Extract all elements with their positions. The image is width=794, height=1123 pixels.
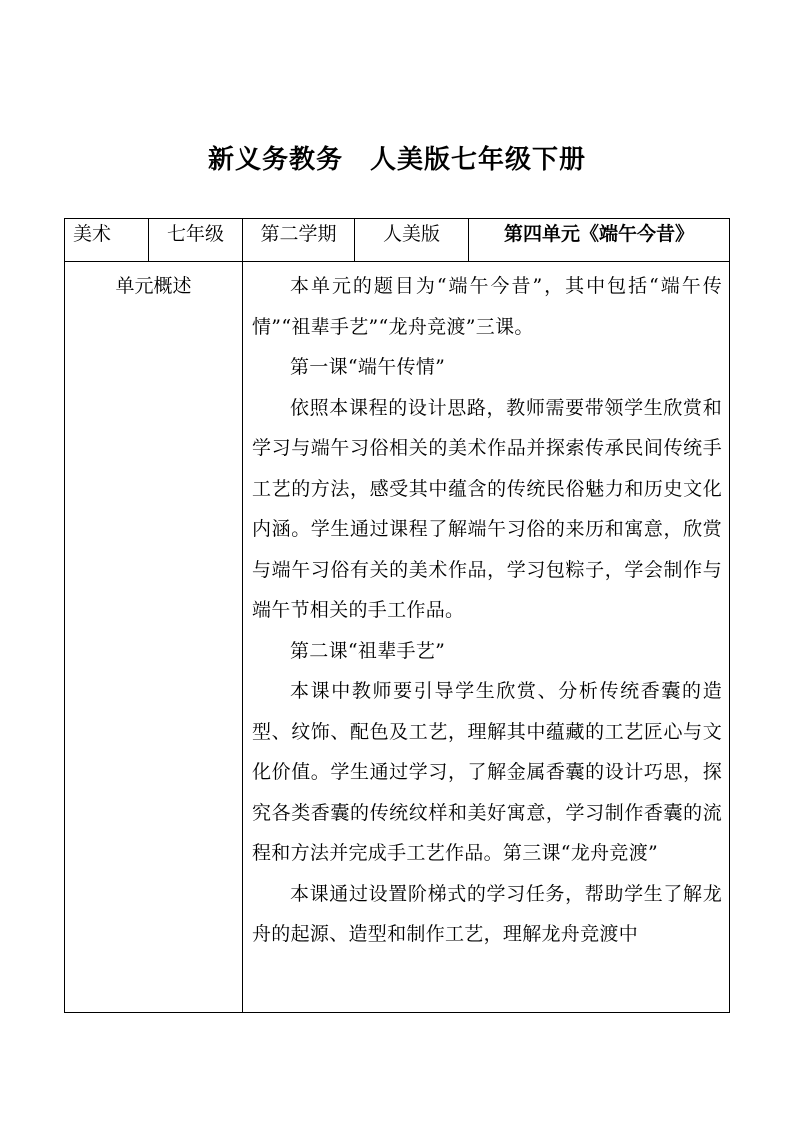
overview-content: [243, 262, 730, 1013]
overview-row: [65, 262, 730, 1013]
unit-title-cell: 第四单元《端午今昔》: [469, 219, 730, 262]
lesson-three-description: 本课通过设置阶梯式的学习任务，帮助学生了解龙舟的起源、造型和制作工艺，理解龙舟竞渡中: [252, 882, 722, 945]
edition-cell: 人美版: [355, 219, 469, 262]
semester-cell: 第二学期: [243, 219, 355, 262]
lesson-two-heading: 第二课“祖辈手艺”: [290, 639, 446, 662]
grade-cell: 七年级: [149, 219, 243, 262]
lesson-one-description: 依照本课程的设计思路，教师需要带领学生欣赏和学习与端午习俗相关的美术作品并探索传承民间传统手工艺的方法，感受其中蕴含的传统民俗魅力和历史文化内涵。学生通过课程了解端午习俗的来历和寓意，欣赏与端午习俗有关的美术作品，学习包粽子，学会制作与端午节相关的手工作品。: [252, 396, 722, 621]
header-row: [65, 219, 730, 262]
lesson-plan-table: [64, 218, 730, 1013]
overview-paragraph-intro: 本单元的题目为“端午今昔”，其中包括“端午传情”“祖辈手艺”“龙舟竞渡”三课。: [252, 275, 722, 338]
lesson-one-heading: 第一课“端午传情”: [290, 356, 446, 378]
overview-label: 单元概述: [65, 262, 243, 1013]
lesson-two-description: 本课中教师要引导学生欣赏、分析传统香囊的造型、纹饰、配色及工艺，理解其中蕴藏的工艺匠心与文化价值。学生通过学习，了解金属香囊的设计巧思，探究各类香囊的传统纹样和美好寓意，学习制作香囊的流程和方法并完成手工艺作品。第三课“龙舟竞渡”: [252, 680, 722, 864]
subject-cell: 美术: [65, 219, 149, 262]
page-title: 新义务教务 人美版七年级下册: [207, 145, 586, 175]
